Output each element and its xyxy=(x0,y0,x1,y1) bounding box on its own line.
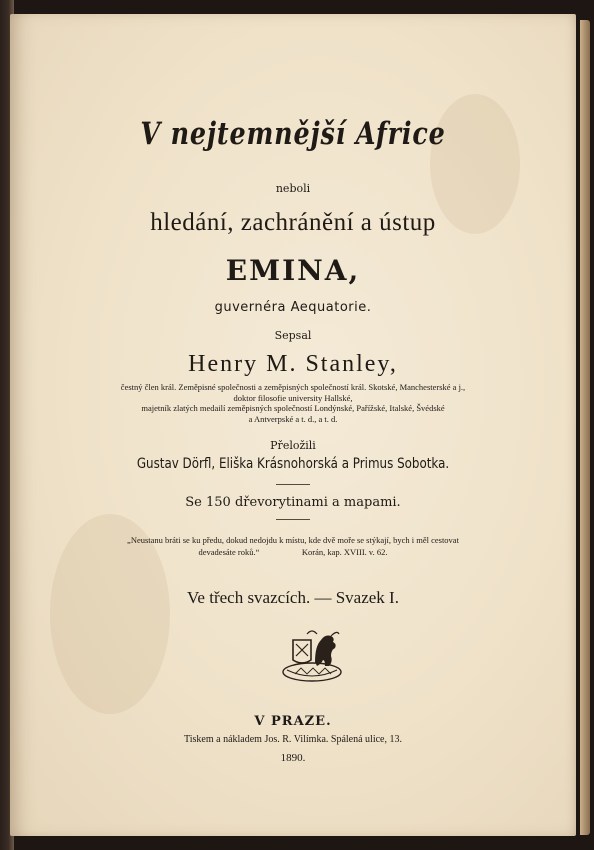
epigraph xyxy=(10,534,576,558)
book-title: V nejtemnější Africe xyxy=(140,116,446,152)
subject-name: EMINA, xyxy=(225,254,361,287)
title-page-content xyxy=(10,14,576,836)
credential-line: doktor filosofie university Hallské, xyxy=(233,392,353,403)
authored-by-label: Sepsal xyxy=(274,329,312,342)
volume-info: Ve třech svazcích. — Svazek I. xyxy=(187,588,399,607)
divider-rule xyxy=(276,519,310,520)
title-page xyxy=(10,14,576,836)
publication-city: V PRAZE. xyxy=(254,714,332,729)
illustrations-note: Se 150 dřevorytinami a mapami. xyxy=(185,495,401,510)
title-connector: neboli xyxy=(275,182,311,195)
author-credentials xyxy=(10,382,576,424)
credential-line: a Antverpské a t. d., a t. d. xyxy=(248,413,338,424)
publisher-lion-emblem-icon xyxy=(281,626,343,684)
printer-imprint: Tiskem a nákladem Jos. R. Vilímka. Spálená ulice, 13. xyxy=(184,734,402,745)
subject-role: guvernéra Aequatorie. xyxy=(214,300,372,315)
page-stack-edge xyxy=(580,20,590,835)
credential-line: čestný člen král. Zeměpisné společnosti a zeměpisných společností král. Skotské, Manchesterské a j., xyxy=(120,382,466,392)
epigraph-line: „Neustanu bráti se ku předu, dokud nedojdu k místu, kde dvě moře se stýkají, bych i měl cestovat xyxy=(127,535,459,545)
publication-year: 1890. xyxy=(280,752,306,764)
author-name: Henry M. Stanley, xyxy=(188,351,398,377)
translators: Gustav Dörfl, Eliška Krásnohorská a Primus Sobotka. xyxy=(136,456,450,472)
book-subtitle: hledání, zachránění a ústup xyxy=(150,209,436,236)
divider-rule xyxy=(276,484,310,485)
credential-line: majetník zlatých medailí zeměpisných společností Londýnské, Pařížské, Italské, Švédské xyxy=(141,403,445,413)
translated-by-label: Přeložili xyxy=(270,439,316,452)
epigraph-line: devadesáte roků.“ Korán, kap. XVIII. v. 62. xyxy=(198,547,388,557)
